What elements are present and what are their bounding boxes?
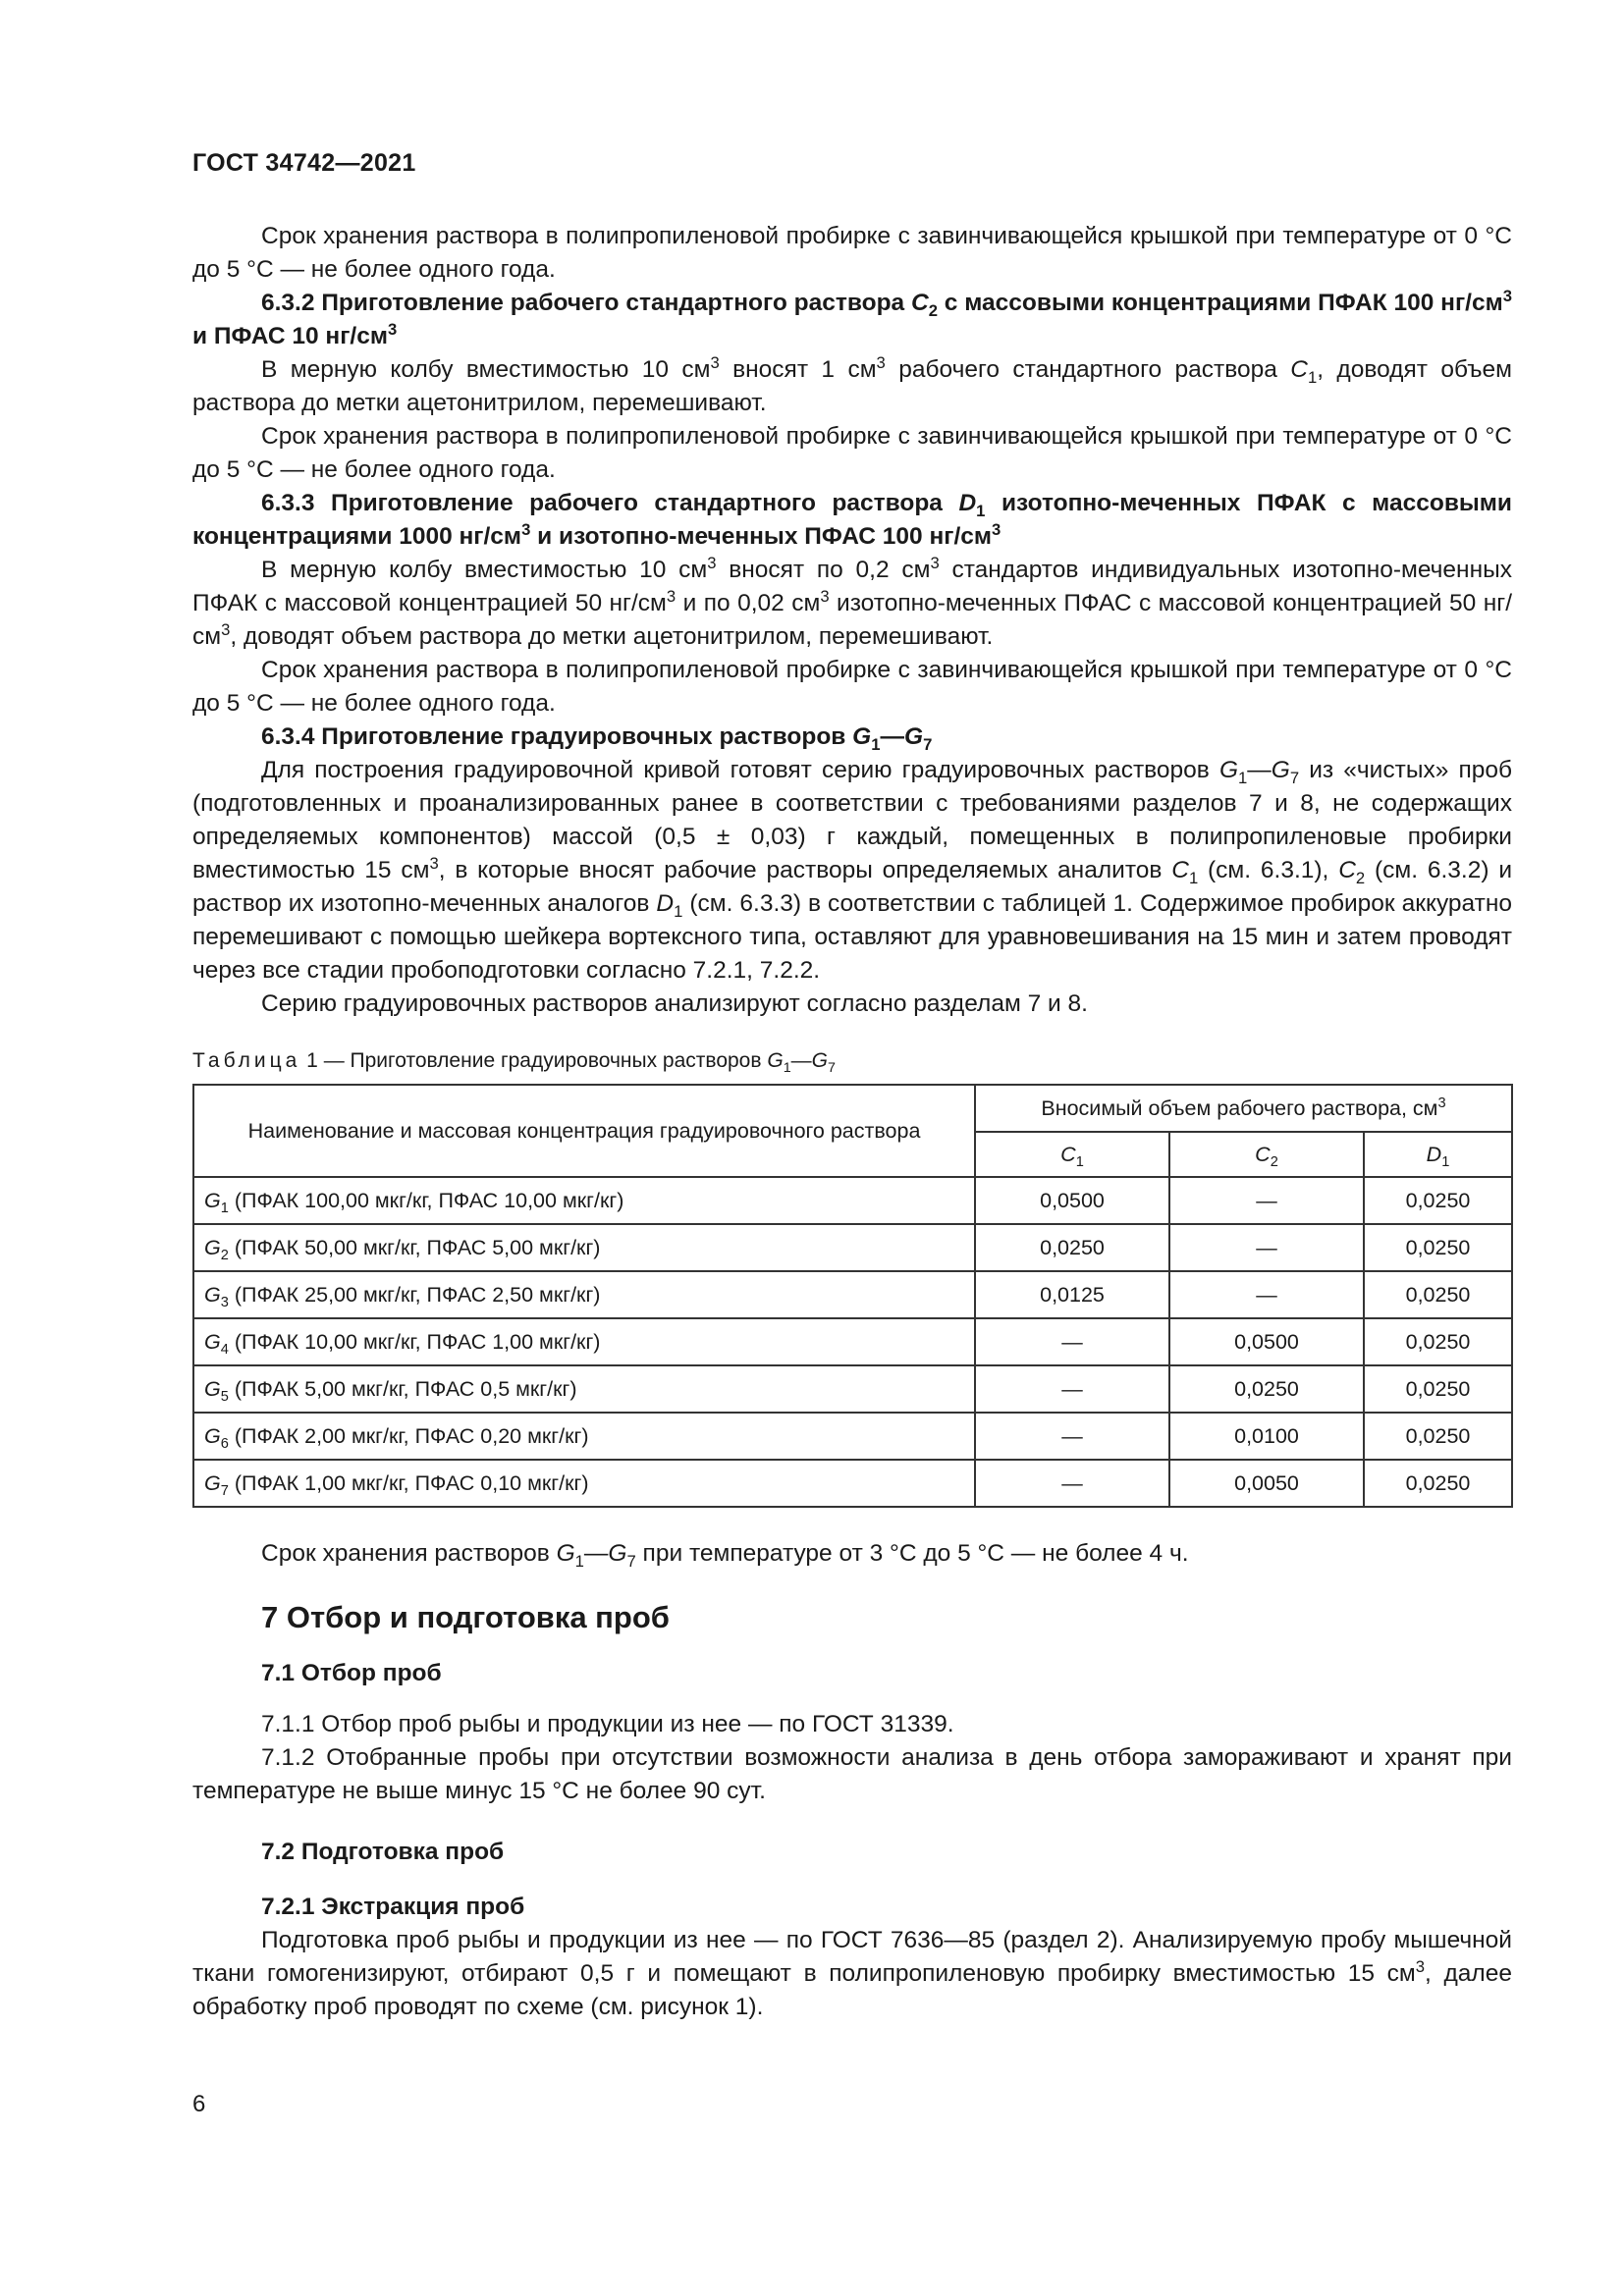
header-c1: $C_1$ — [975, 1132, 1169, 1177]
calibration-table — [192, 1084, 1513, 1508]
row-d1-volume: 0,0250 — [1364, 1177, 1512, 1224]
header-c2: $C_2$ — [1169, 1132, 1364, 1177]
row-d1-volume: 0,0250 — [1364, 1365, 1512, 1413]
paragraph-storage-g: Срок хранения растворов $G_1—G_7$ при температуре от 3 °С до 5 °С — не более 4 ч. — [261, 1540, 1189, 1571]
row-solution-name: $G_4$ (ПФАК 10,00 мкг/кг, ПФАС 1,00 мкг/кг) — [193, 1318, 975, 1365]
table-row — [193, 1365, 1512, 1413]
row-c1-volume: — — [975, 1365, 1169, 1413]
table-row — [193, 1224, 1512, 1271]
row-c2-volume: 0,0050 — [1169, 1460, 1364, 1507]
row-c2-volume: 0,0250 — [1169, 1365, 1364, 1413]
row-d1-volume: 0,0250 — [1364, 1271, 1512, 1318]
header-volume: Вносимый объем рабочего раствора, $см^3$ — [975, 1085, 1512, 1132]
row-d1-volume: 0,0250 — [1364, 1460, 1512, 1507]
row-d1-volume: 0,0250 — [1364, 1318, 1512, 1365]
heading-6-3-3: 6.3.3 Приготовление рабочего стандартного раствора $D_1$ изотопно-меченных ПФАК с массовыми концентрациями 1000 $нг/см^3$ и изотопно-меченных ПФАС 100 $нг/см^3$ — [192, 490, 1512, 550]
paragraph-storage-c1: Срок хранения раствора в полипропиленовой пробирке с завинчивающейся крышкой при температуре от 0 °С до 5 °С — не более одного года. — [192, 223, 1512, 283]
header-solution-name: Наименование и массовая концентрация градуировочного раствора — [193, 1085, 975, 1177]
row-solution-name: $G_6$ (ПФАК 2,00 мкг/кг, ПФАС 0,20 мкг/кг) — [193, 1413, 975, 1460]
row-d1-volume: 0,0250 — [1364, 1224, 1512, 1271]
table-caption: Таблица 1 — Приготовление градуировочных растворов $G_1—G_7$ — [192, 1049, 836, 1076]
table-row — [193, 1460, 1512, 1507]
heading-7-2-1: 7.2.1 Экстракция проб — [261, 1894, 525, 1920]
row-c2-volume: — — [1169, 1271, 1364, 1318]
table-row — [193, 1318, 1512, 1365]
paragraph-7-1-2: 7.1.2 Отобранные пробы при отсутствии возможности анализа в день отбора замораживают и хранят при температуре не выше минус 15 °С не более 90 сут. — [192, 1744, 1512, 1804]
table-row — [193, 1413, 1512, 1460]
page-number: 6 — [192, 2091, 206, 2117]
document-header: ГОСТ 34742—2021 — [192, 149, 416, 177]
row-d1-volume: 0,0250 — [1364, 1413, 1512, 1460]
paragraph-prep-d1: В мерную колбу вместимостью 10 $см^3$ вносят по 0,2 $см^3$ стандартов индивидуальных изотопно-меченных ПФАК с массовой концентрацией 50 $нг/см^3$ и по 0,02 $см^3$ изотопно-меченных ПФАС с массовой концентрацией 50 $нг/см^3$, доводят объем раствора до метки ацетонитрилом, перемешивают. — [192, 553, 1513, 650]
row-solution-name: $G_1$ (ПФАК 100,00 мкг/кг, ПФАС 10,00 мкг/кг) — [193, 1177, 975, 1224]
row-solution-name: $G_5$ (ПФАК 5,00 мкг/кг, ПФАС 0,5 мкг/кг) — [193, 1365, 975, 1413]
heading-7-1: 7.1 Отбор проб — [261, 1660, 442, 1686]
row-c2-volume: 0,0100 — [1169, 1413, 1364, 1460]
row-c2-volume: 0,0500 — [1169, 1318, 1364, 1365]
paragraph-storage-c2: Срок хранения раствора в полипропиленовой пробирке с завинчивающейся крышкой при температуре от 0 °С до 5 °С — не более одного года. — [192, 423, 1512, 483]
paragraph-calibration: Для построения градуировочной кривой готовят серию градуировочных растворов $G_1—G_7$ из «чистых» проб (подготовленных и проанализированных ранее в соответствии с требованиями разделов 7 и 8, не содержащих определяемых компонентов) массой (0,5 ± 0,03) г каждый, помещенных в полипропиленовые пробирки вместимостью 15 $см^3$, в которые вносят рабочие растворы определяемых аналитов $C_1$ (см. 6.3.1), $C_2$ (см. 6.3.2) и раствор их изотопно-меченных аналогов $D_1$ (см. 6.3.3) в соответствии с таблицей 1. Содержимое пробирок аккуратно перемешивают с помощью шейкера вортексного типа, оставляют для уравновешивания на 15 мин и затем проводят через все стадии пробоподготовки согласно 7.2.1, 7.2.2. — [192, 757, 1513, 984]
paragraph-7-2-1: Подготовка проб рыбы и продукции из нее — по ГОСТ 7636—85 (раздел 2). Анализируемую пробу мышечной ткани гомогенизируют, отбирают 0,5 г и помещают в полипропиленовую пробирку вместимостью 15 $см^3$, далее обработку проб проводят по схеме (см. рисунок 1). — [192, 1927, 1512, 2020]
row-c2-volume: — — [1169, 1177, 1364, 1224]
heading-7-2: 7.2 Подготовка проб — [261, 1839, 505, 1865]
row-c1-volume: — — [975, 1460, 1169, 1507]
heading-6-3-4: 6.3.4 Приготовление градуировочных растворов $G_1—G_7$ — [261, 723, 933, 754]
paragraph-7-1-1: 7.1.1 Отбор проб рыбы и продукции из нее — по ГОСТ 31339. — [261, 1711, 954, 1737]
row-c1-volume: — — [975, 1413, 1169, 1460]
heading-6-3-2: 6.3.2 Приготовление рабочего стандартного раствора $C_2$ с массовыми концентрациями ПФАК 100 $нг/см^3$ и ПФАС 10 $нг/см^3$ — [192, 286, 1512, 349]
row-solution-name: $G_7$ (ПФАК 1,00 мкг/кг, ПФАС 0,10 мкг/кг) — [193, 1460, 975, 1507]
table-header-row — [193, 1085, 1512, 1132]
table-row — [193, 1271, 1512, 1318]
heading-section-7: 7 Отбор и подготовка проб — [261, 1600, 670, 1634]
document-body — [192, 220, 1512, 2024]
row-c1-volume: — — [975, 1318, 1169, 1365]
row-c1-volume: 0,0125 — [975, 1271, 1169, 1318]
row-c2-volume: — — [1169, 1224, 1364, 1271]
header-d1: $D_1$ — [1364, 1132, 1512, 1177]
table-row — [193, 1177, 1512, 1224]
row-c1-volume: 0,0250 — [975, 1224, 1169, 1271]
paragraph-storage-d1: Срок хранения раствора в полипропиленовой пробирке с завинчивающейся крышкой при температуре от 0 °С до 5 °С — не более одного года. — [192, 657, 1512, 717]
paragraph-prep-c2: В мерную колбу вместимостью 10 $см^3$ вносят 1 $см^3$ рабочего стандартного раствора $C_1$, доводят объем раствора до метки ацетонитрилом, перемешивают. — [192, 352, 1512, 416]
row-c1-volume: 0,0500 — [975, 1177, 1169, 1224]
row-solution-name: $G_3$ (ПФАК 25,00 мкг/кг, ПФАС 2,50 мкг/кг) — [193, 1271, 975, 1318]
row-solution-name: $G_2$ (ПФАК 50,00 мкг/кг, ПФАС 5,00 мкг/кг) — [193, 1224, 975, 1271]
paragraph-analysis: Серию градуировочных растворов анализируют согласно разделам 7 и 8. — [261, 990, 1088, 1017]
